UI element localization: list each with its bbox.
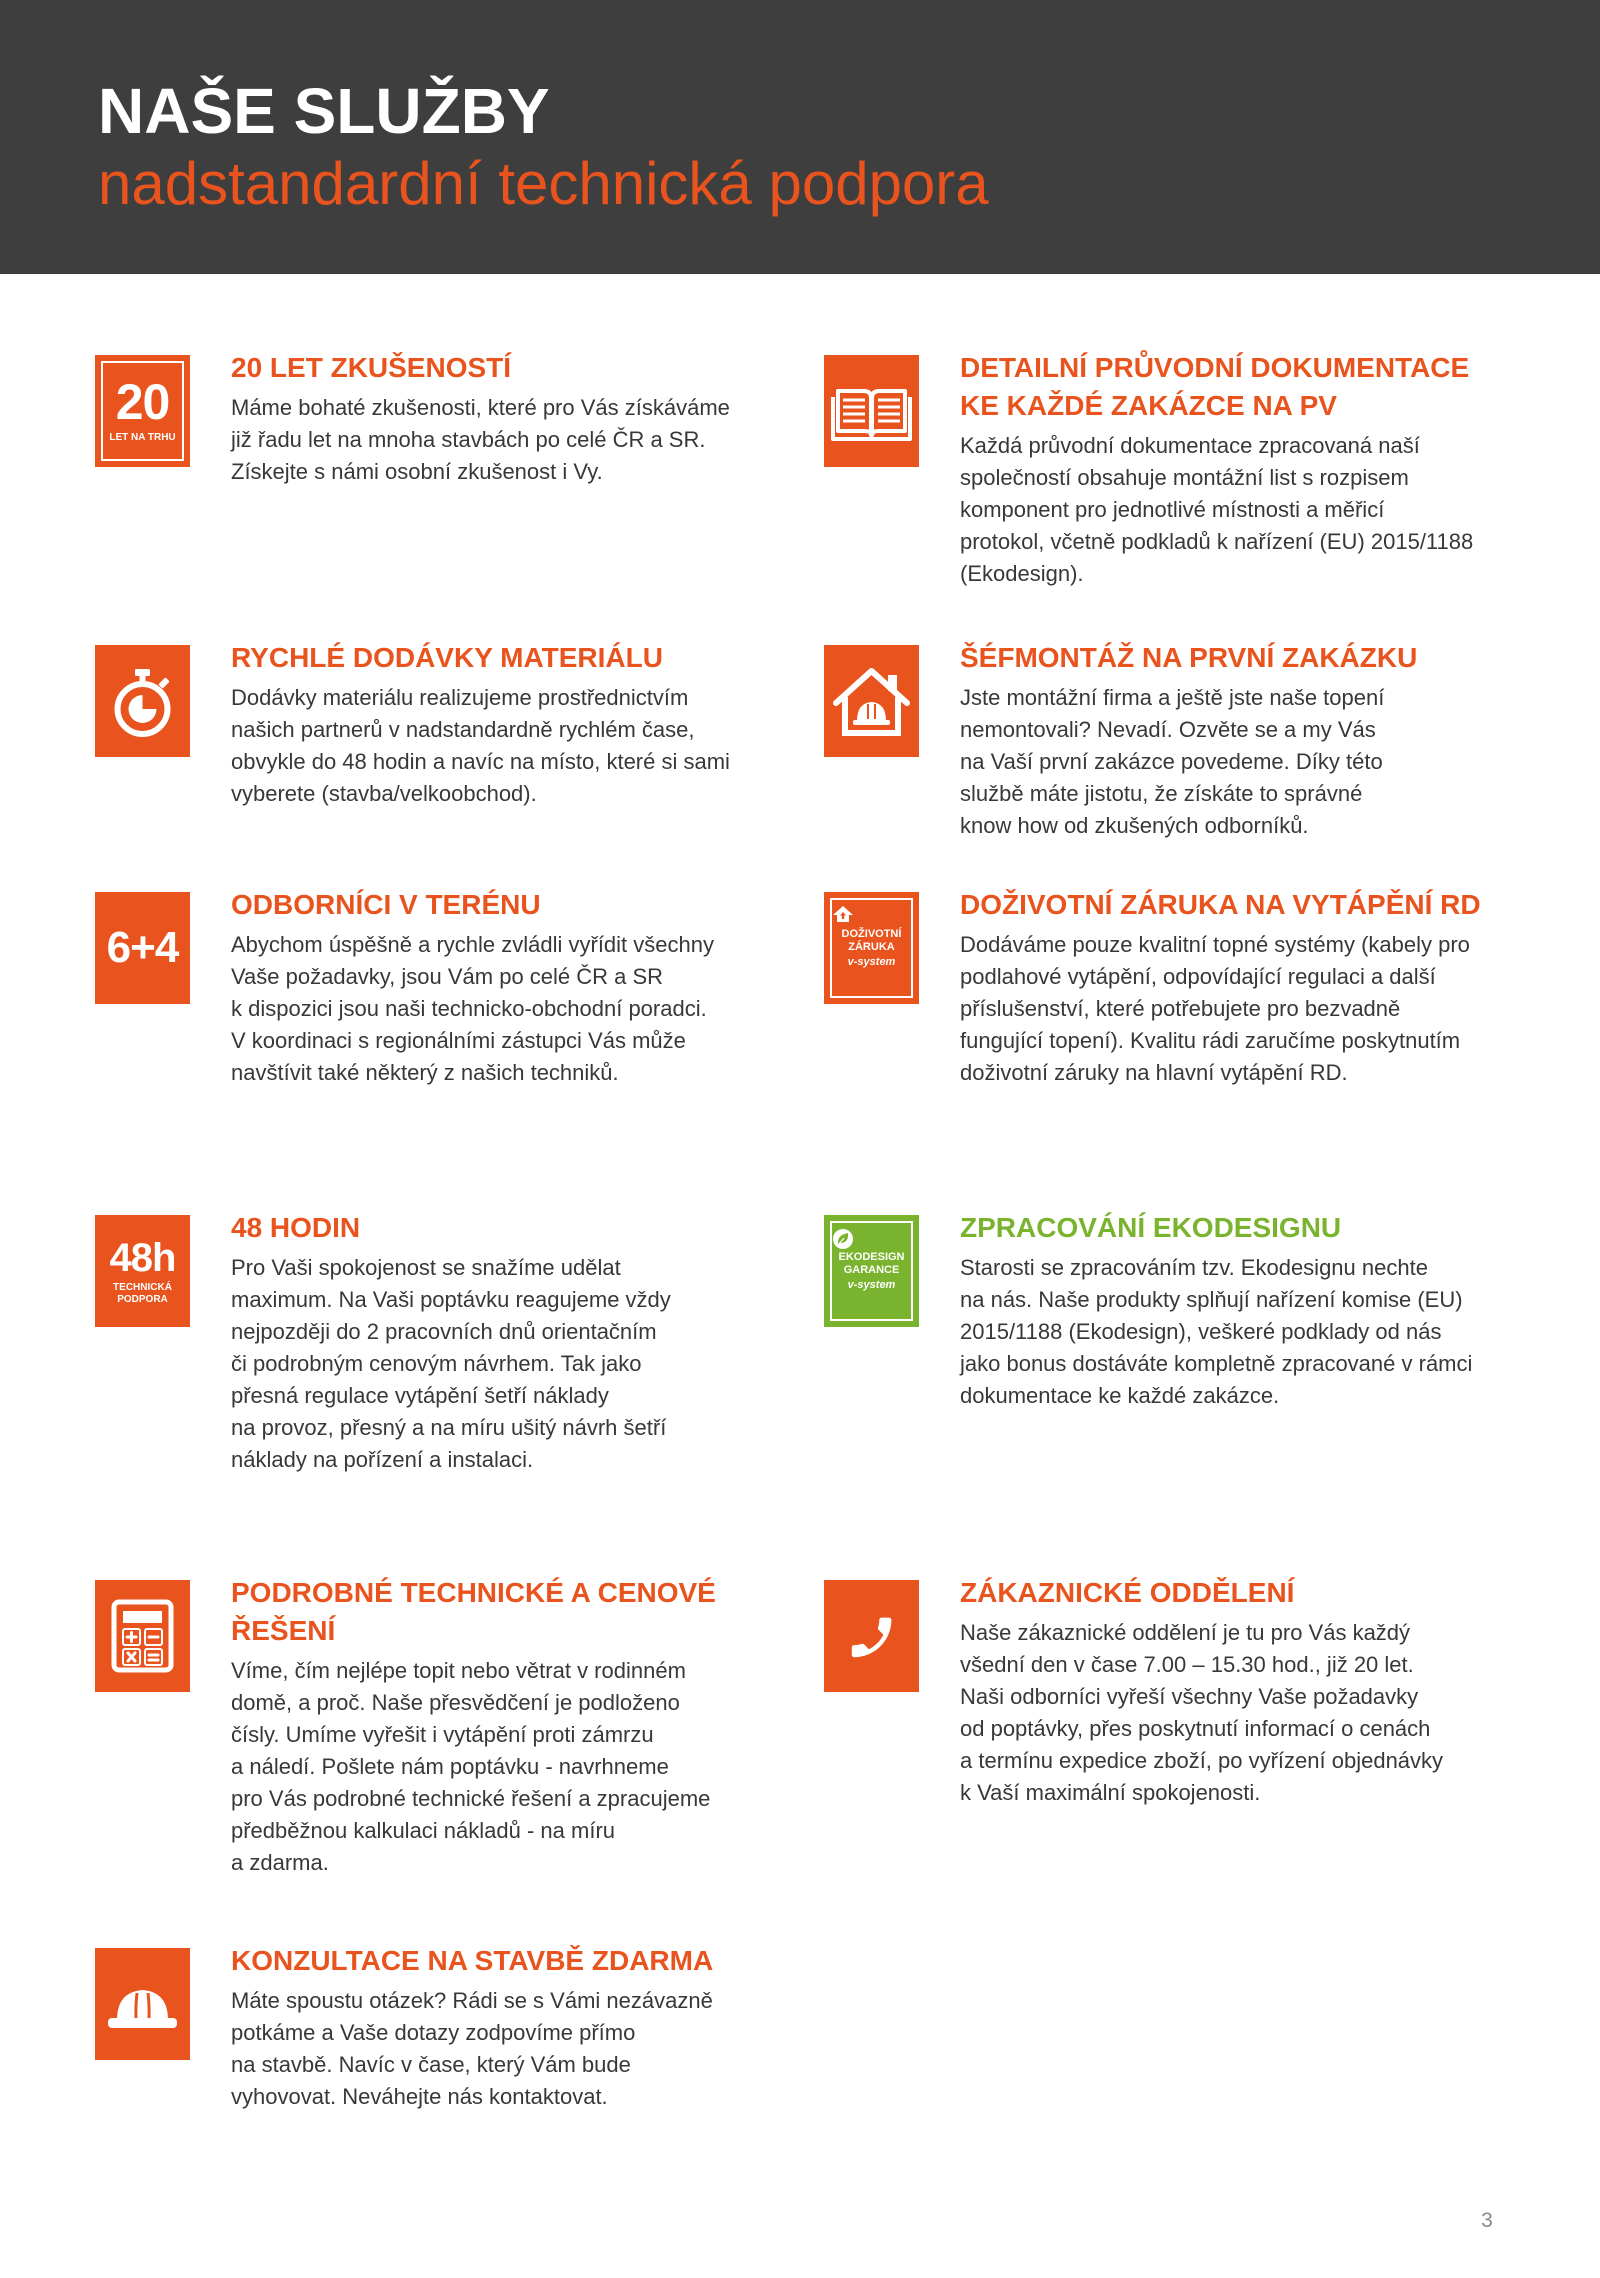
service-description-fast-delivery: Dodávky materiálu realizujeme prostřednictvím našich partnerů v nadstandardně rychlém čase, obvykle do 48 hodin a navíc na místo, které si sami vyberete (stavba/velkoobchod).	[231, 685, 730, 806]
service-description-technical-pricing: Víme, čím nejlépe topit nebo větrat v rodinném domě, a proč. Naše přesvědčení je podloženo čísly. Umíme vyřešit i vytápění proti zámrzu a náledí. Pošlete nám poptávku - navrhneme pro Vás podrobné technické řešení a zpracujeme předběžnou kalkulaci nákladů - na míru a zdarma.	[231, 1658, 711, 1875]
service-description-first-job-supervision: Jste montážní firma a ještě jste naše topení nemontovali? Nevadí. Ozvěte se a my Vás na Vaší první zakázce povedeme. Díky této službě máte jistotu, že získáte to správné know how od zkušených odborníků.	[960, 685, 1385, 838]
badge-label: TECHNICKÁ PODPORA	[113, 1281, 172, 1305]
service-description-documentation: Každá průvodní dokumentace zpracovaná naší společností obsahuje montážní list s rozpisem komponent pro jednotlivé místnosti a měřicí protokol, včetně podkladů k nařízení (EU) 2015/1188 (Ekodesign).	[960, 433, 1474, 586]
service-experience	[95, 352, 795, 685]
service-technical-pricing	[95, 1577, 795, 1910]
service-ecodesign	[824, 1212, 1524, 1545]
service-field-experts	[95, 889, 795, 1222]
house-arrow-icon	[832, 905, 854, 923]
service-title-documentation: DETAILNÍ PRŮVODNÍ DOKUMENTACE KE KAŽDÉ ZAKÁZCE NA PV	[960, 352, 1470, 421]
badge-brand: v-system	[847, 955, 896, 968]
badge-number: 6+4	[106, 923, 179, 972]
service-title-ecodesign: ZPRACOVÁNÍ EKODESIGNU	[960, 1212, 1342, 1243]
service-site-consultation	[95, 1945, 795, 2278]
service-title-48h-response: 48 HODIN	[231, 1212, 361, 1243]
page-number: 3	[1481, 2209, 1493, 2232]
ecodesign-guarantee-badge-icon	[824, 1215, 919, 1327]
badge-label: LET NA TRHU	[109, 432, 176, 443]
48h-support-badge-icon	[95, 1215, 190, 1327]
service-customer-service	[824, 1577, 1524, 1910]
service-title-customer-service: ZÁKAZNICKÉ ODDĚLENÍ	[960, 1577, 1295, 1608]
phone-icon	[824, 1580, 919, 1692]
service-title-site-consultation: KONZULTACE NA STAVBĚ ZDARMA	[231, 1945, 714, 1976]
page-title: NAŠE SLUŽBY	[98, 75, 550, 147]
service-description-field-experts: Abychom úspěšně a rychle zvládli vyřídit všechny Vaše požadavky, jsou Vám po celé ČR a SR k dispozici jsou naši technicko-obchodní poradci. V koordinaci s regionálními zástupci Vás může navštívit také některý z našich techniků.	[231, 932, 714, 1085]
leaf-icon	[832, 1228, 854, 1250]
service-title-fast-delivery: RYCHLÉ DODÁVKY MATERIÁLU	[231, 642, 663, 673]
service-description-experience: Máme bohaté zkušenosti, které pro Vás získáváme již řadu let na mnoha stavbách po celé ČR a SR. Získejte s námi osobní zkušenost i Vy.	[231, 395, 730, 484]
hard-hat-icon	[95, 1948, 190, 2060]
service-description-site-consultation: Máte spoustu otázek? Rádi se s Vámi nezávazně potkáme a Vaše dotazy zodpovíme přímo na stavbě. Navíc v čase, který Vám bude vyhovovat. Neváhejte nás kontaktovat.	[231, 1988, 713, 2109]
badge-brand: v-system	[847, 1278, 896, 1291]
service-description-ecodesign: Starosti se zpracováním tzv. Ekodesignu nechte na nás. Naše produkty splňují nařízení komise (EU) 2015/1188 (Ekodesign), veškeré podklady od nás jako bonus dostáváte kompletně zpracované v rámci dokumentace ke každé zakázce.	[960, 1255, 1473, 1408]
open-book-icon	[824, 355, 919, 467]
badge-number: 48h	[109, 1235, 176, 1280]
house-hard-hat-icon	[824, 645, 919, 757]
service-title-lifetime-warranty: DOŽIVOTNÍ ZÁRUKA NA VYTÁPĚNÍ RD	[960, 889, 1481, 920]
page-subtitle: nadstandardní technická podpora	[98, 150, 989, 217]
calculator-icon	[95, 1580, 190, 1692]
service-title-technical-pricing: PODROBNÉ TECHNICKÉ A CENOVÉ ŘEŠENÍ	[231, 1577, 716, 1646]
service-description-lifetime-warranty: Dodáváme pouze kvalitní topné systémy (kabely pro podlahové vytápění, odpovídající regulaci a další příslušenství, které potřebujete pro bezvadně fungující topení). Kvalitu rádi zaručíme poskytnutím doživotní záruky na hlavní vytápění RD.	[960, 932, 1470, 1085]
service-lifetime-warranty	[824, 889, 1524, 1222]
six-plus-four-badge-icon	[95, 892, 190, 1004]
badge-label: EKODESIGN GARANCE	[838, 1250, 905, 1276]
lifetime-warranty-badge-icon	[824, 892, 919, 1004]
service-description-customer-service: Naše zákaznické oddělení je tu pro Vás každý všední den v čase 7.00 – 15.30 hod., již 20 let. Naši odborníci vyřeší všechny Vaše požadavky od poptávky, přes poskytnutí informací o cenách a termínu expedice zboží, po vyřízení objednávky k Vaší maximální spokojenosti.	[960, 1620, 1444, 1805]
service-title-experience: 20 LET ZKUŠENOSTÍ	[231, 352, 512, 383]
page-header	[0, 0, 1600, 274]
service-title-field-experts: ODBORNÍCI V TERÉNU	[231, 889, 541, 920]
twenty-years-badge-icon	[95, 355, 190, 467]
service-48h-response	[95, 1212, 795, 1545]
stopwatch-icon	[95, 645, 190, 757]
service-description-48h-response: Pro Vaši spokojenost se snažíme udělat maximum. Na Vaši poptávku reagujeme vždy nejpozději do 2 pracovních dnů orientačním či podrobným cenovým návrhem. Tak jako přesná regulace vytápění šetří náklady na provoz, přesný a na míru ušitý návrh šetří náklady na pořízení a instalaci.	[231, 1255, 671, 1472]
service-documentation	[824, 352, 1524, 685]
badge-label: DOŽIVOTNÍ ZÁRUKA	[841, 927, 902, 953]
badge-number: 20	[115, 374, 170, 430]
service-title-first-job-supervision: ŠÉFMONTÁŽ NA PRVNÍ ZAKÁZKU	[960, 642, 1418, 673]
